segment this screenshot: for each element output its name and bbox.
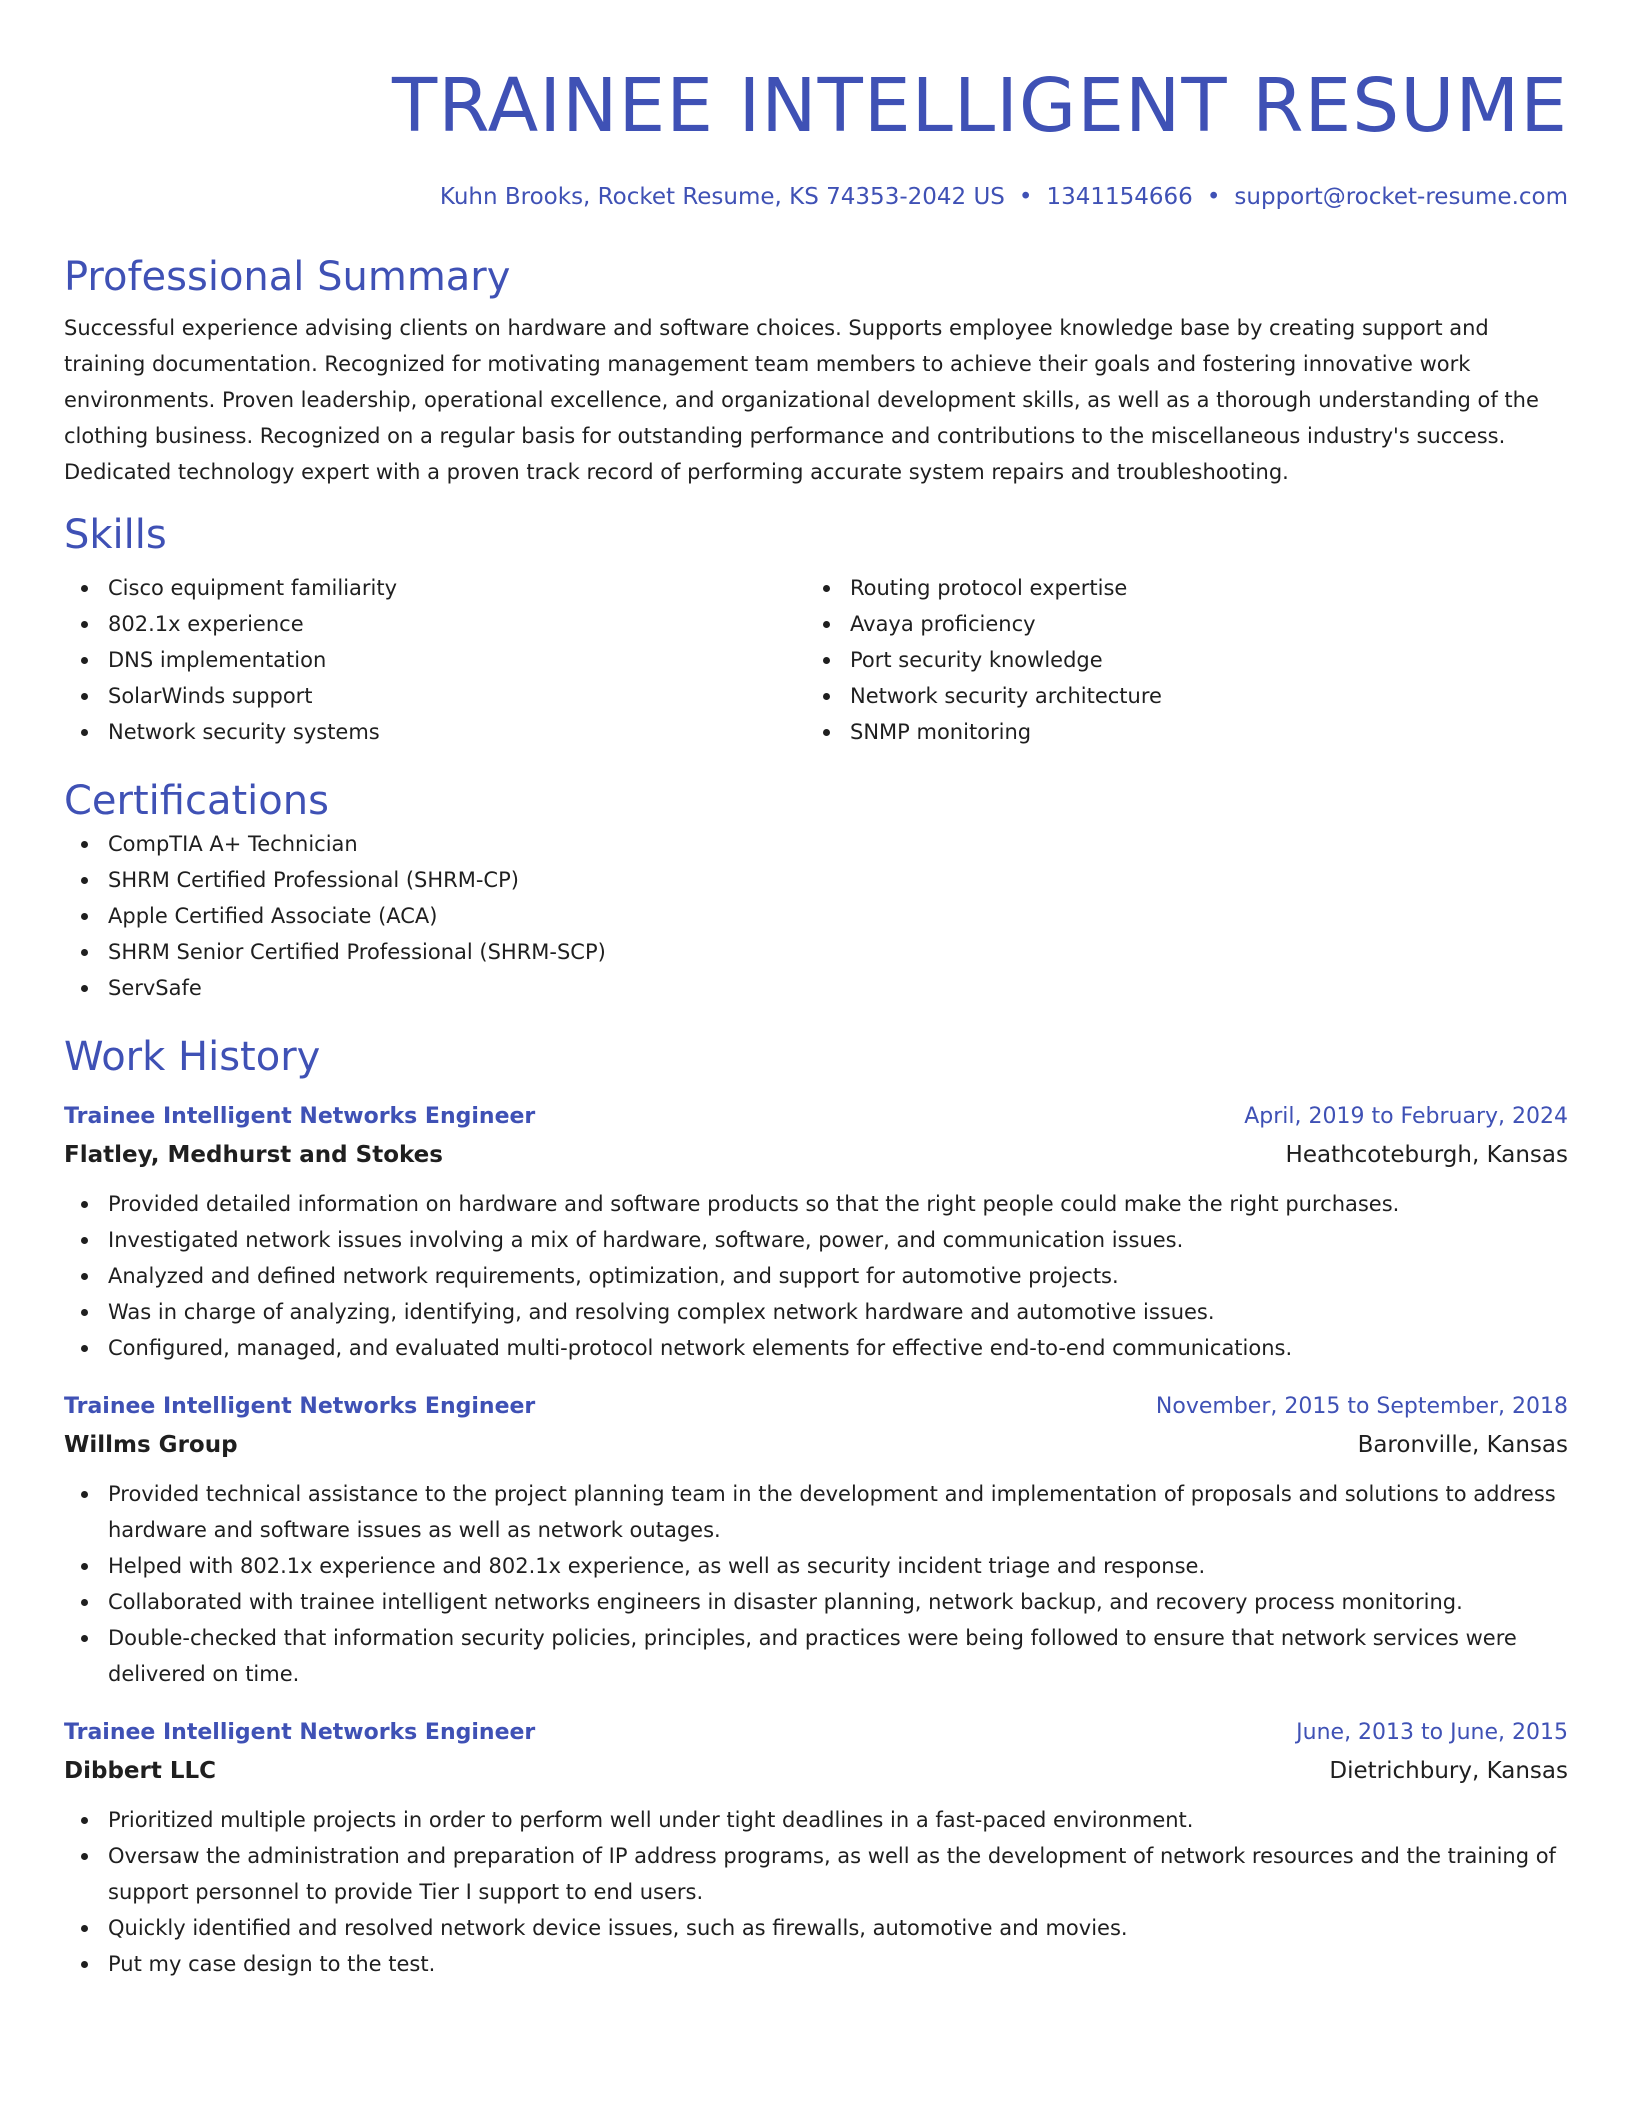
contact-separator: • <box>1206 184 1221 210</box>
job-bullet: Was in charge of analyzing, identifying, and resolving complex network hardware and automotive issues. <box>64 1294 1568 1330</box>
job-location: Heathcoteburgh, Kansas <box>1285 1142 1568 1168</box>
job-bullet: Helped with 802.1x experience and 802.1x experience, as well as security incident triage and response. <box>64 1548 1568 1584</box>
job-company-row <box>64 1426 1568 1464</box>
skill-item: Network security systems <box>64 714 806 750</box>
skill-item: Network security architecture <box>806 678 1548 714</box>
job-bullets <box>64 1802 1568 1982</box>
job-company: Flatley, Medhurst and Stokes <box>64 1142 443 1168</box>
contact-line <box>64 182 1568 212</box>
job-title: Trainee Intelligent Networks Engineer <box>64 1394 536 1419</box>
job-location: Baronville, Kansas <box>1357 1432 1568 1458</box>
summary-text: Successful experience advising clients on hardware and software choices. Supports employee knowledge base by creating support and training documentation. Recognized for motivating management team members to achieve their goals and fostering innovative work environments. Proven leadership, operational excellence, and organizational development skills, as well as a thorough understanding of the clothing business. Recognized on a regular basis for outstanding performance and contributions to the miscellaneous industry's success. Dedicated technology expert with a proven track record of performing accurate system repairs and troubleshooting. <box>64 316 1539 484</box>
job-entry <box>64 1714 1568 1982</box>
skill-item: DNS implementation <box>64 642 806 678</box>
job-dates: June, 2013 to June, 2015 <box>1296 1720 1568 1745</box>
job-bullet: Quickly identified and resolved network device issues, such as firewalls, automotive and movies. <box>64 1910 1568 1946</box>
skill-item: Routing protocol expertise <box>806 570 1548 606</box>
job-title-row <box>64 1388 1568 1426</box>
job-bullet: Provided detailed information on hardware and software products so that the right people could make the right purchases. <box>64 1186 1568 1222</box>
skills-section <box>64 510 1568 750</box>
certification-item: ServSafe <box>64 970 1568 1006</box>
job-title-row <box>64 1098 1568 1136</box>
skill-item: 802.1x experience <box>64 606 806 642</box>
skill-item: SolarWinds support <box>64 678 806 714</box>
job-bullet: Provided technical assistance to the project planning team in the development and implementation of proposals and solutions to address hardware and software issues as well as network outages. <box>64 1476 1568 1548</box>
job-company: Dibbert LLC <box>64 1758 217 1784</box>
skills-columns <box>64 570 1568 750</box>
contact-phone: 1341154666 <box>1046 184 1193 210</box>
job-bullet: Prioritized multiple projects in order to perform well under tight deadlines in a fast-paced environment. <box>64 1802 1568 1838</box>
job-dates: April, 2019 to February, 2024 <box>1244 1104 1568 1129</box>
contact-email: support@rocket-resume.com <box>1234 184 1568 210</box>
certification-item: Apple Certified Associate (ACA) <box>64 898 1568 934</box>
contact-address: Kuhn Brooks, Rocket Resume, KS 74353-2042 US <box>439 184 1005 210</box>
job-title: Trainee Intelligent Networks Engineer <box>64 1104 536 1129</box>
job-entry <box>64 1388 1568 1692</box>
summary-section <box>64 252 1568 490</box>
job-bullet: Double-checked that information security policies, principles, and practices were being followed to ensure that network services were delivered on time. <box>64 1620 1568 1692</box>
job-bullet: Collaborated with trainee intelligent networks engineers in disaster planning, network backup, and recovery process monitoring. <box>64 1584 1568 1620</box>
job-bullets <box>64 1186 1568 1366</box>
certification-item: SHRM Certified Professional (SHRM-CP) <box>64 862 1568 898</box>
contact-separator: • <box>1018 184 1033 210</box>
skill-item: SNMP monitoring <box>806 714 1548 750</box>
job-dates: November, 2015 to September, 2018 <box>1155 1394 1568 1419</box>
job-bullet: Oversaw the administration and preparation of IP address programs, as well as the development of network resources and the training of support personnel to provide Tier I support to end users. <box>64 1838 1568 1910</box>
certifications-heading: Certifications <box>64 778 329 824</box>
job-bullet: Analyzed and defined network requirements, optimization, and support for automotive projects. <box>64 1258 1568 1294</box>
job-bullet: Put my case design to the test. <box>64 1946 1568 1982</box>
certifications-list <box>64 826 1568 1006</box>
work-history-heading: Work History <box>64 1034 321 1080</box>
job-company-row <box>64 1752 1568 1790</box>
candidate-name: TRAINEE INTELLIGENT RESUME <box>392 63 1568 149</box>
job-bullets <box>64 1476 1568 1692</box>
job-bullet: Investigated network issues involving a mix of hardware, software, power, and communication issues. <box>64 1222 1568 1258</box>
summary-heading: Professional Summary <box>64 254 511 300</box>
skill-item: Cisco equipment familiarity <box>64 570 806 606</box>
job-bullet: Configured, managed, and evaluated multi-protocol network elements for effective end-to-end communications. <box>64 1330 1568 1366</box>
certifications-section <box>64 776 1568 1006</box>
skills-list-left <box>64 570 806 750</box>
resume-header <box>64 60 1568 212</box>
skill-item: Port security knowledge <box>806 642 1548 678</box>
job-title-row <box>64 1714 1568 1752</box>
skill-item: Avaya proficiency <box>806 606 1548 642</box>
work-history-section <box>64 1032 1568 1982</box>
certification-item: CompTIA A+ Technician <box>64 826 1568 862</box>
job-location: Dietrichbury, Kansas <box>1329 1758 1568 1784</box>
skills-list-right <box>806 570 1548 750</box>
certification-item: SHRM Senior Certified Professional (SHRM-SCP) <box>64 934 1568 970</box>
job-company-row <box>64 1136 1568 1174</box>
skills-heading: Skills <box>64 512 167 558</box>
job-title: Trainee Intelligent Networks Engineer <box>64 1720 536 1745</box>
job-entry <box>64 1098 1568 1366</box>
job-company: Willms Group <box>64 1432 238 1458</box>
